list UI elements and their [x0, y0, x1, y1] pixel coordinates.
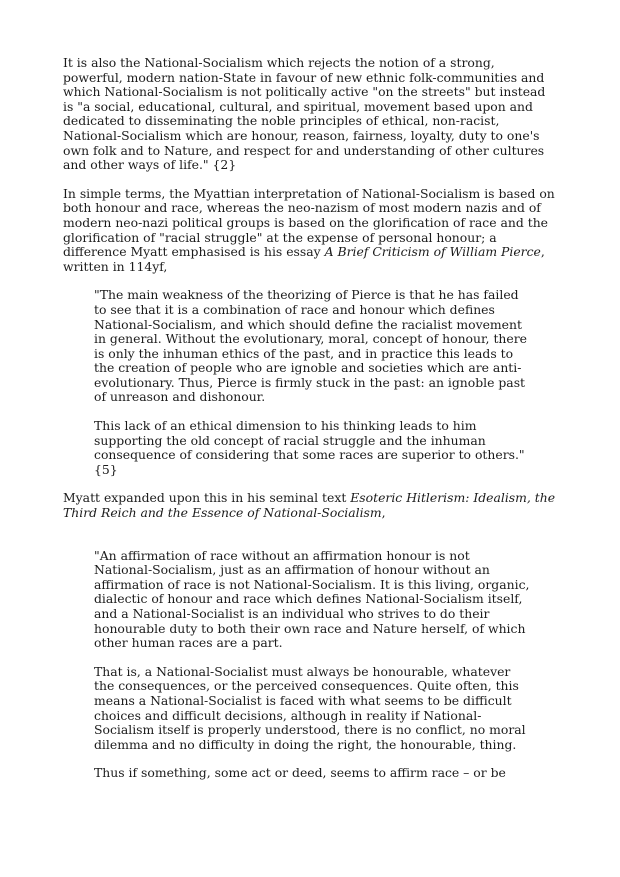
book-title: Esoteric Hitlerism: Idealism, the Third Reich and the Essence of National-Socialism [63, 490, 556, 521]
quote-paragraph: Thus if something, some act or deed, seems to affirm race – or be [94, 765, 506, 781]
blockquote-pierce-criticism [94, 288, 530, 477]
paragraph-esoteric-hitlerism [63, 491, 557, 520]
paragraph-text: Myatt expanded upon this in his seminal text [63, 490, 351, 506]
blockquote-esoteric-hitlerism [94, 549, 530, 781]
paragraph-tail: , [381, 505, 386, 521]
document-page [63, 56, 557, 781]
quote-paragraph: That is, a National-Socialist must always be honourable, whatever the consequences, or the perceived consequences. Quite often, this means a National-Socialist is faced with what seems to be difficult choices and difficult decisions, although in reality if National-Socialism itself is properly understood, there is no conflict, no moral dilemma and no difficulty in doing the right, the honourable, thing. [94, 663, 526, 752]
quote-paragraph: This lack of an ethical dimension to his thinking leads to him supporting the old concept of racial struggle and the inhuman consequence of considering that some races are superior to others." {5} [94, 418, 525, 477]
paragraph-text: In simple terms, the Myattian interpretation of National-Socialism is based on both honour and race, whereas the neo-nazism of most modern nazis and of modern neo-nazi political groups is based on the glorification of race and the glorification of "racial struggle" at the expense of personal honour; a difference Myatt emphasised is his essay [63, 185, 555, 260]
essay-title: A Brief Criticism of William Pierce [324, 244, 541, 260]
paragraph-intro: It is also the National-Socialism which rejects the notion of a strong, powerful, modern nation-State in favour of new ethnic folk-communities and which National-Socialism is not politically active "on the streets" but instead is "a social, educational, cultural, and spiritual, movement based upon and dedicated to disseminating the noble principles of ethical, non-racist, National-Socialism which are honour, reason, fairness, loyalty, duty to one's own folk and to Nature, and respect for and understanding of other cultures and other ways of life." {2} [63, 55, 546, 173]
paragraph-myattian-interpretation [63, 187, 557, 275]
quote-paragraph: "An affirmation of race without an affirmation honour is not National-Socialism, just as an affirmation of honour without an affirmation of race is not National-Socialism. It is this living, organic, dialectic of honour and race which defines National-Socialism itself, and a National-Socialist is an individual who strives to do their honourable duty to both their own race and Nature herself, of which other human races are a part. [94, 547, 530, 651]
paragraph-tail: , written in 114yf, [63, 244, 545, 274]
quote-paragraph: "The main weakness of the theorizing of Pierce is that he has failed to see that it is a combination of race and honour which defines National-Socialism, and which should define the racialist movement in general. Without the evolutionary, moral, concept of honour, there is only the inhuman ethics of the past, and in practice this leads to the creation of people who are ignoble and societies which are anti-evolutionary. Thus, Pierce is firmly stuck in the past: an ignoble past of unreason and dishonour. [94, 287, 527, 405]
